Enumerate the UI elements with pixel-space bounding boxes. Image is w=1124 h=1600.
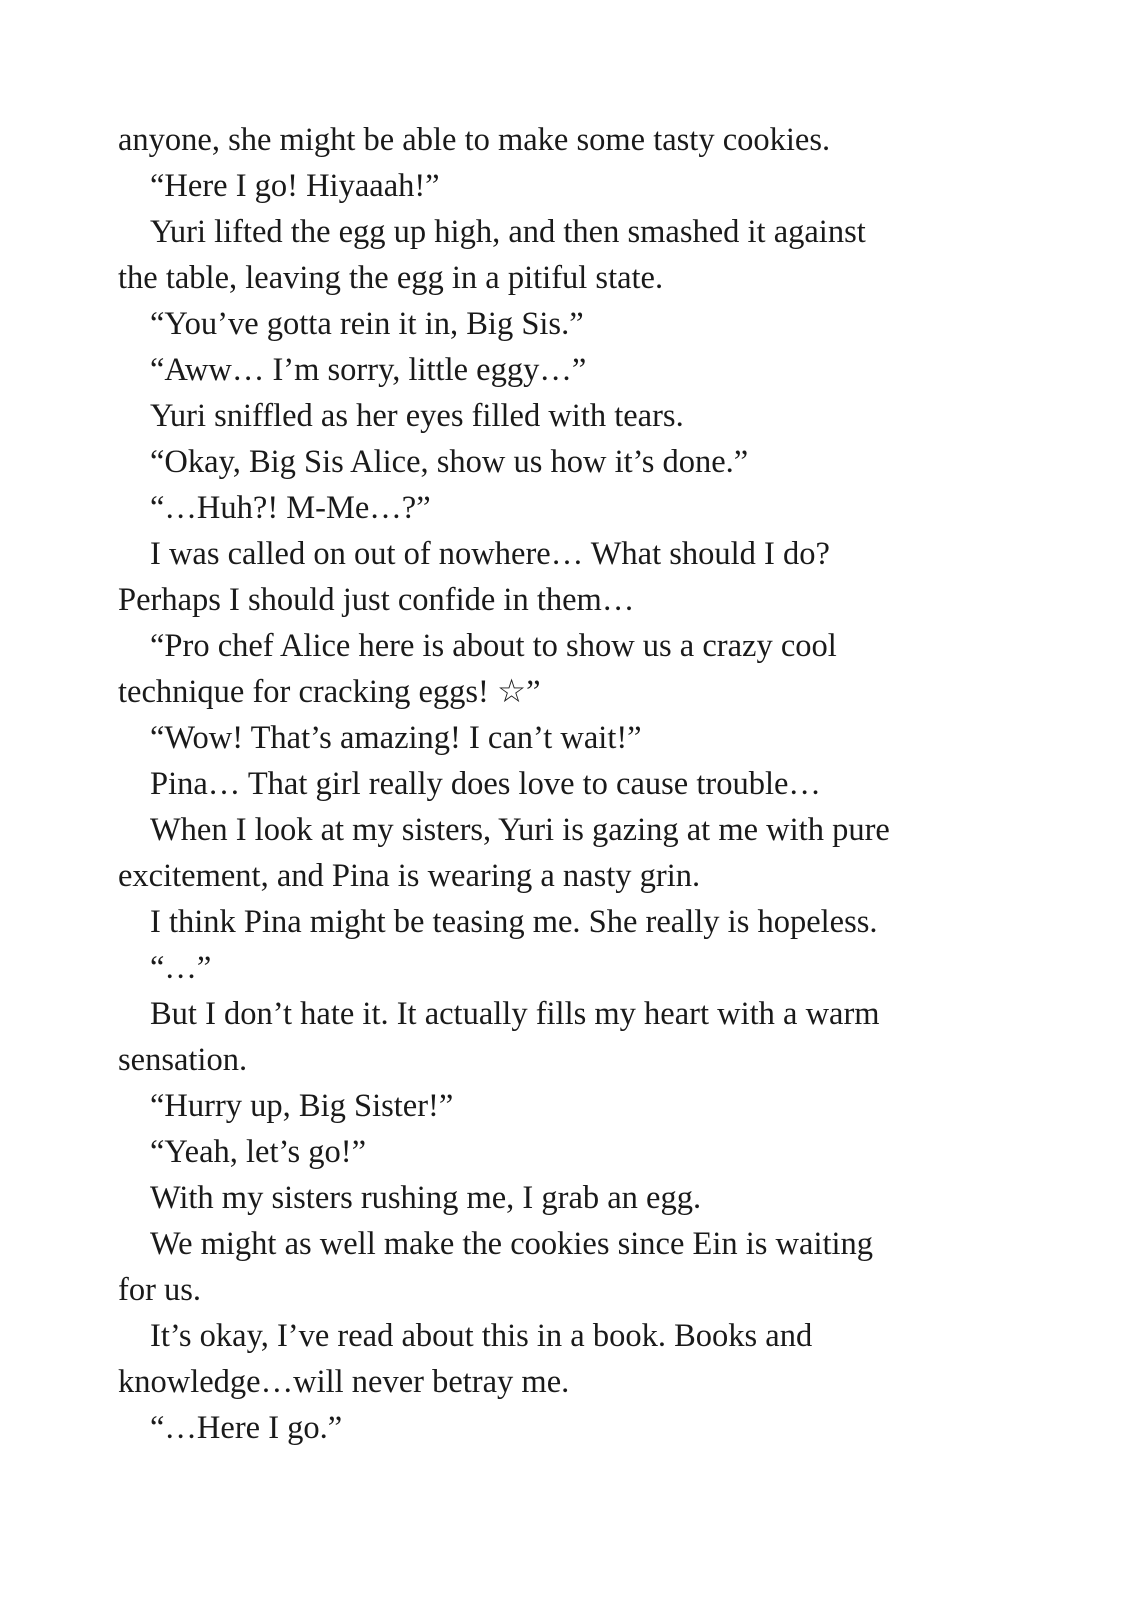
text-line: knowledge…will never betray me. — [118, 1364, 570, 1400]
text-line: “…” — [150, 950, 212, 986]
text-line: We might as well make the cookies since Ein is waiting — [150, 1226, 874, 1262]
text-line: It’s okay, I’ve read about this in a book. Books and — [150, 1318, 813, 1354]
text-line: sensation. — [118, 1042, 248, 1078]
text-line: “…Here I go.” — [150, 1410, 343, 1446]
text-line: “Hurry up, Big Sister!” — [150, 1088, 454, 1124]
text-line: “Pro chef Alice here is about to show us a crazy cool — [150, 628, 837, 664]
text-line: I think Pina might be teasing me. She really is hopeless. — [150, 904, 878, 940]
text-line: technique for cracking eggs! ☆” — [118, 674, 541, 710]
text-line: With my sisters rushing me, I grab an egg. — [150, 1180, 702, 1216]
text-line: But I don’t hate it. It actually fills my heart with a warm — [150, 996, 880, 1032]
text-line: Pina… That girl really does love to cause trouble… — [150, 766, 821, 802]
text-line: When I look at my sisters, Yuri is gazing at me with pure — [150, 812, 890, 848]
text-line: “…Huh?! M-Me…?” — [150, 490, 431, 526]
text-line: excitement, and Pina is wearing a nasty grin. — [118, 858, 701, 894]
text-line: “Yeah, let’s go!” — [150, 1134, 367, 1170]
text-line: “Okay, Big Sis Alice, show us how it’s done.” — [150, 444, 749, 480]
text-line: the table, leaving the egg in a pitiful state. — [118, 260, 664, 296]
text-line: Perhaps I should just confide in them… — [118, 582, 635, 618]
text-line: Yuri sniffled as her eyes filled with tears. — [150, 398, 684, 434]
text-line: anyone, she might be able to make some tasty cookies. — [118, 122, 831, 158]
text-line: for us. — [118, 1272, 202, 1308]
text-line: I was called on out of nowhere… What should I do? — [150, 536, 830, 572]
text-line: “Wow! That’s amazing! I can’t wait!” — [150, 720, 642, 756]
text-line: Yuri lifted the egg up high, and then smashed it against — [150, 214, 866, 250]
text-line: “You’ve gotta rein it in, Big Sis.” — [150, 306, 584, 342]
book-page-text — [118, 117, 998, 1451]
text-line: “Here I go! Hiyaaah!” — [150, 168, 440, 204]
text-line: “Aww… I’m sorry, little eggy…” — [150, 352, 587, 388]
